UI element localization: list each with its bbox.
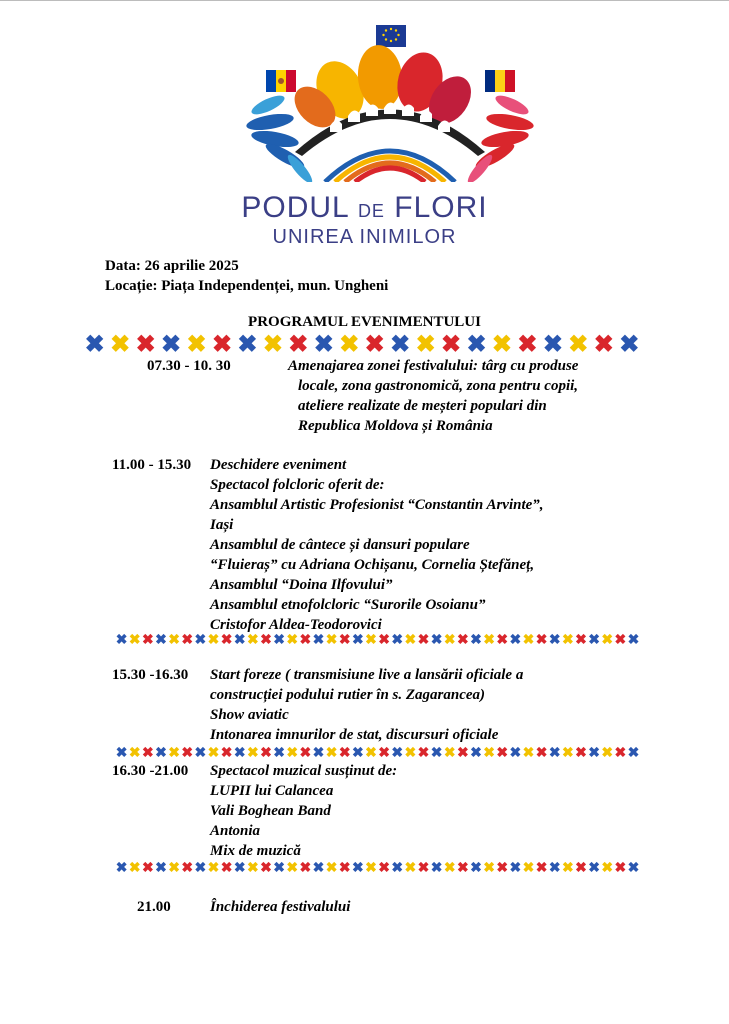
cross-stitch-motif-icon: ✖ xyxy=(441,333,462,357)
cross-stitch-motif-icon: ✖ xyxy=(155,861,167,873)
cross-stitch-motif-icon: ✖ xyxy=(273,861,285,873)
cross-stitch-motif-icon: ✖ xyxy=(561,633,574,645)
cross-stitch-motif-icon: ✖ xyxy=(262,333,283,357)
cross-stitch-motif-icon: ✖ xyxy=(351,746,364,758)
schedule-time: 07.30 - 10. 30 xyxy=(147,358,231,374)
cross-stitch-motif-icon: ✖ xyxy=(168,746,180,758)
right-red-rays xyxy=(465,92,535,182)
cross-stitch-motif-icon: ✖ xyxy=(181,746,194,758)
cross-stitch-motif-icon: ✖ xyxy=(246,861,259,873)
cross-stitch-motif-icon: ✖ xyxy=(456,633,469,645)
schedule-line: Intonarea imnurilor de stat, discursuri oficiale xyxy=(210,727,499,743)
cross-stitch-motif-icon: ✖ xyxy=(207,746,220,758)
cross-stitch-motif-icon: ✖ xyxy=(415,333,436,357)
cross-stitch-motif-icon: ✖ xyxy=(483,861,495,873)
schedule-description xyxy=(210,665,523,745)
cross-stitch-motif-icon: ✖ xyxy=(128,746,141,758)
cross-stitch-motif-icon: ✖ xyxy=(509,746,522,758)
cross-stitch-motif-icon: ✖ xyxy=(417,861,430,873)
schedule-line: construcției podului rutier în s. Zagarancea) xyxy=(210,687,486,703)
logo-title xyxy=(0,192,729,227)
eu-flag-icon xyxy=(376,25,406,47)
cross-stitch-motif-icon: ✖ xyxy=(443,861,456,873)
cross-stitch-motif-icon: ✖ xyxy=(378,633,390,645)
schedule-line: LUPII lui Calancea xyxy=(210,783,334,799)
cross-stitch-motif-icon: ✖ xyxy=(627,861,640,873)
cross-stitch-motif-icon: ✖ xyxy=(168,633,180,645)
cross-stitch-motif-icon: ✖ xyxy=(509,633,522,645)
cross-stitch-motif-icon: ✖ xyxy=(443,633,456,645)
cross-stitch-motif-icon: ✖ xyxy=(211,333,233,357)
event-date: Data: 26 aprilie 2025 xyxy=(105,258,239,274)
schedule-line: Spectacol muzical susținut de: xyxy=(210,763,398,779)
cross-stitch-motif-icon: ✖ xyxy=(430,746,443,758)
cross-stitch-motif-icon: ✖ xyxy=(496,861,509,873)
cross-stitch-motif-icon: ✖ xyxy=(233,633,246,645)
cross-stitch-motif-icon: ✖ xyxy=(548,633,561,645)
schedule-line: “Fluieraș” cu Adriana Ochișanu, Cornelia Ștefăneț, xyxy=(210,557,535,573)
cross-stitch-motif-icon: ✖ xyxy=(220,633,233,645)
cross-stitch-motif-icon: ✖ xyxy=(542,333,563,357)
cross-stitch-motif-icon: ✖ xyxy=(338,861,351,873)
cross-stitch-motif-icon: ✖ xyxy=(456,746,469,758)
cross-stitch-motif-icon: ✖ xyxy=(141,746,154,758)
schedule-line: Mix de muzică xyxy=(210,843,301,859)
flower-petals xyxy=(287,43,480,135)
cross-stitch-motif-icon: ✖ xyxy=(535,746,548,758)
schedule-line: locale, zona gastronomică, zona pentru copii, xyxy=(298,378,579,394)
cross-stitch-motif-icon: ✖ xyxy=(325,861,338,873)
cross-stitch-motif-icon: ✖ xyxy=(390,333,411,357)
cross-stitch-motif-icon: ✖ xyxy=(207,861,220,873)
cross-stitch-motif-icon: ✖ xyxy=(568,333,589,357)
cross-stitch-motif-icon: ✖ xyxy=(365,861,377,873)
schedule-line: Vali Boghean Band xyxy=(210,803,331,819)
schedule-description xyxy=(210,455,544,635)
cross-stitch-motif-icon: ✖ xyxy=(325,633,338,645)
cross-stitch-motif-icon: ✖ xyxy=(417,633,430,645)
cross-stitch-motif-icon: ✖ xyxy=(260,746,272,758)
cross-stitch-motif-icon: ✖ xyxy=(588,746,600,758)
cross-stitch-motif-icon: ✖ xyxy=(260,633,272,645)
cross-stitch-motif-icon: ✖ xyxy=(496,633,509,645)
logo-title-word-2: DE xyxy=(357,201,385,221)
schedule-time: 21.00 xyxy=(137,899,171,915)
top-border-line xyxy=(0,0,729,1)
schedule-time: 16.30 -21.00 xyxy=(112,763,189,779)
cross-stitch-motif-icon: ✖ xyxy=(220,861,233,873)
cross-stitch-motif-icon: ✖ xyxy=(233,861,246,873)
program-title: PROGRAMUL EVENIMENTULUI xyxy=(248,314,481,330)
cross-stitch-motif-icon: ✖ xyxy=(194,746,207,758)
cross-stitch-motif-icon: ✖ xyxy=(483,746,495,758)
cross-stitch-motif-icon: ✖ xyxy=(517,333,538,357)
cross-stitch-motif-icon: ✖ xyxy=(391,861,404,873)
cross-stitch-motif-icon: ✖ xyxy=(128,633,141,645)
cross-stitch-motif-icon: ✖ xyxy=(181,633,194,645)
cross-stitch-motif-icon: ✖ xyxy=(288,333,309,357)
cross-stitch-motif-icon: ✖ xyxy=(522,633,535,645)
cross-stitch-motif-icon: ✖ xyxy=(161,333,182,357)
cross-stitch-motif-icon: ✖ xyxy=(548,861,561,873)
cross-stitch-motif-icon: ✖ xyxy=(312,746,325,758)
schedule-line: Ansamblul “Doina Ilfovului” xyxy=(210,577,393,593)
schedule-line: Republica Moldova și România xyxy=(298,418,493,434)
cross-stitch-motif-icon: ✖ xyxy=(338,746,351,758)
cross-stitch-motif-icon: ✖ xyxy=(456,861,469,873)
schedule-line: Start foreze ( transmisiune live a lansării oficiale a xyxy=(210,667,524,683)
cross-stitch-motif-icon: ✖ xyxy=(466,333,487,357)
cross-stitch-motif-icon: ✖ xyxy=(141,861,154,873)
cross-stitch-motif-icon: ✖ xyxy=(483,633,495,645)
cross-stitch-motif-icon: ✖ xyxy=(115,633,128,645)
logo-subtitle: UNIREA INIMILOR xyxy=(272,226,457,248)
cross-stitch-motif-icon: ✖ xyxy=(614,633,627,645)
cross-stitch-motif-icon: ✖ xyxy=(391,746,404,758)
schedule-line: ateliere realizate de meșteri populari din xyxy=(298,398,547,414)
cross-stitch-motif-icon: ✖ xyxy=(391,633,404,645)
schedule-line: Deschidere eveniment xyxy=(210,457,347,473)
logo-title-word-1: PODUL xyxy=(241,191,349,224)
cross-stitch-motif-icon: ✖ xyxy=(365,633,377,645)
cross-stitch-motif-icon: ✖ xyxy=(443,746,456,758)
cross-stitch-motif-icon: ✖ xyxy=(575,633,587,645)
cross-stitch-motif-icon: ✖ xyxy=(601,633,614,645)
cross-stitch-motif-icon: ✖ xyxy=(378,746,390,758)
cross-stitch-motif-icon: ✖ xyxy=(128,861,141,873)
schedule-line: Iași xyxy=(210,517,234,533)
schedule-description xyxy=(288,356,578,436)
cross-stitch-motif-icon: ✖ xyxy=(186,333,207,357)
schedule-line: Ansamblul etnofolcloric “Surorile Osoianu” xyxy=(210,597,486,613)
cross-stitch-motif-icon: ✖ xyxy=(378,861,390,873)
cross-stitch-motif-icon: ✖ xyxy=(273,633,285,645)
cross-stitch-motif-icon: ✖ xyxy=(194,861,207,873)
cross-stitch-motif-icon: ✖ xyxy=(286,633,299,645)
cross-stitch-motif-icon: ✖ xyxy=(325,746,338,758)
cross-stitch-motif-icon: ✖ xyxy=(351,861,364,873)
cross-stitch-motif-icon: ✖ xyxy=(470,861,482,873)
schedule-line: Antonia xyxy=(210,823,261,839)
decorative-border-small xyxy=(115,859,640,873)
cross-stitch-motif-icon: ✖ xyxy=(141,633,154,645)
cross-stitch-motif-icon: ✖ xyxy=(338,633,351,645)
decorative-border-small xyxy=(115,744,640,758)
cross-stitch-motif-icon: ✖ xyxy=(233,746,246,758)
cross-stitch-motif-icon: ✖ xyxy=(575,746,587,758)
cross-stitch-motif-icon: ✖ xyxy=(535,633,548,645)
cross-stitch-motif-icon: ✖ xyxy=(207,633,220,645)
cross-stitch-motif-icon: ✖ xyxy=(155,746,167,758)
cross-stitch-motif-icon: ✖ xyxy=(246,633,259,645)
cross-stitch-motif-icon: ✖ xyxy=(246,746,259,758)
cross-stitch-motif-icon: ✖ xyxy=(522,861,535,873)
cross-stitch-motif-icon: ✖ xyxy=(470,633,482,645)
cross-stitch-motif-icon: ✖ xyxy=(404,861,417,873)
cross-stitch-motif-icon: ✖ xyxy=(588,633,600,645)
cross-stitch-motif-icon: ✖ xyxy=(575,861,587,873)
cross-stitch-motif-icon: ✖ xyxy=(181,861,194,873)
schedule-description xyxy=(210,897,350,917)
cross-stitch-motif-icon: ✖ xyxy=(237,333,258,357)
schedule-line: Ansamblul de cântece și dansuri populare xyxy=(210,537,470,553)
cross-stitch-motif-icon: ✖ xyxy=(220,746,233,758)
schedule-line: Ansamblul Artistic Profesionist “Constantin Arvinte”, xyxy=(210,497,544,513)
cross-stitch-motif-icon: ✖ xyxy=(286,861,299,873)
cross-stitch-motif-icon: ✖ xyxy=(535,861,548,873)
cross-stitch-motif-icon: ✖ xyxy=(593,333,614,357)
cross-stitch-motif-icon: ✖ xyxy=(491,333,513,357)
cross-stitch-motif-icon: ✖ xyxy=(619,333,640,357)
cross-stitch-motif-icon: ✖ xyxy=(614,746,627,758)
cross-stitch-motif-icon: ✖ xyxy=(110,333,131,357)
cross-stitch-motif-icon: ✖ xyxy=(509,861,522,873)
cross-stitch-motif-icon: ✖ xyxy=(614,861,627,873)
schedule-line: Spectacol folcloric oferit de: xyxy=(210,477,385,493)
romania-flag-icon xyxy=(485,70,515,92)
cross-stitch-motif-icon: ✖ xyxy=(404,633,417,645)
cross-stitch-motif-icon: ✖ xyxy=(312,861,325,873)
cross-stitch-motif-icon: ✖ xyxy=(286,746,299,758)
cross-stitch-motif-icon: ✖ xyxy=(430,861,443,873)
cross-stitch-motif-icon: ✖ xyxy=(313,333,334,357)
event-location: Locație: Piața Independenței, mun. Ungheni xyxy=(105,278,389,294)
cross-stitch-motif-icon: ✖ xyxy=(351,633,364,645)
cross-stitch-motif-icon: ✖ xyxy=(194,633,207,645)
cross-stitch-motif-icon: ✖ xyxy=(155,633,167,645)
logo-title-word-3: FLORI xyxy=(394,191,488,224)
cross-stitch-motif-icon: ✖ xyxy=(601,861,614,873)
cross-stitch-motif-icon: ✖ xyxy=(115,746,128,758)
cross-stitch-motif-icon: ✖ xyxy=(588,861,600,873)
cross-stitch-motif-icon: ✖ xyxy=(365,746,377,758)
cross-stitch-motif-icon: ✖ xyxy=(496,746,509,758)
cross-stitch-motif-icon: ✖ xyxy=(339,333,360,357)
cross-stitch-motif-icon: ✖ xyxy=(430,633,443,645)
schedule-time: 11.00 - 15.30 xyxy=(112,457,192,473)
schedule-line: Amenajarea zonei festivalului: târg cu produse xyxy=(288,358,579,374)
cross-stitch-motif-icon: ✖ xyxy=(601,746,614,758)
cross-stitch-motif-icon: ✖ xyxy=(299,633,312,645)
festival-logo xyxy=(240,22,540,182)
cross-stitch-motif-icon: ✖ xyxy=(299,746,312,758)
cross-stitch-motif-icon: ✖ xyxy=(561,861,574,873)
decorative-border-large xyxy=(82,333,642,357)
cross-stitch-motif-icon: ✖ xyxy=(417,746,430,758)
cross-stitch-motif-icon: ✖ xyxy=(84,333,105,357)
schedule-time: 15.30 -16.30 xyxy=(112,667,189,683)
cross-stitch-motif-icon: ✖ xyxy=(522,746,535,758)
schedule-line: Închiderea festivalului xyxy=(210,899,351,915)
cross-stitch-motif-icon: ✖ xyxy=(299,861,312,873)
cross-stitch-motif-icon: ✖ xyxy=(115,861,128,873)
schedule-line: Show aviatic xyxy=(210,707,289,723)
cross-stitch-motif-icon: ✖ xyxy=(273,746,285,758)
rainbow-arcs xyxy=(325,151,455,182)
schedule-description xyxy=(210,761,397,861)
cross-stitch-motif-icon: ✖ xyxy=(548,746,561,758)
moldova-flag-icon xyxy=(266,70,296,92)
cross-stitch-motif-icon: ✖ xyxy=(260,861,272,873)
cross-stitch-motif-icon: ✖ xyxy=(470,746,482,758)
cross-stitch-motif-icon: ✖ xyxy=(627,633,640,645)
cross-stitch-motif-icon: ✖ xyxy=(364,333,385,357)
cross-stitch-motif-icon: ✖ xyxy=(627,746,640,758)
cross-stitch-motif-icon: ✖ xyxy=(168,861,180,873)
schedule-line: Cristofor Aldea-Teodorovici xyxy=(210,617,382,633)
cross-stitch-motif-icon: ✖ xyxy=(312,633,325,645)
cross-stitch-motif-icon: ✖ xyxy=(561,746,574,758)
cross-stitch-motif-icon: ✖ xyxy=(404,746,417,758)
cross-stitch-motif-icon: ✖ xyxy=(135,333,156,357)
